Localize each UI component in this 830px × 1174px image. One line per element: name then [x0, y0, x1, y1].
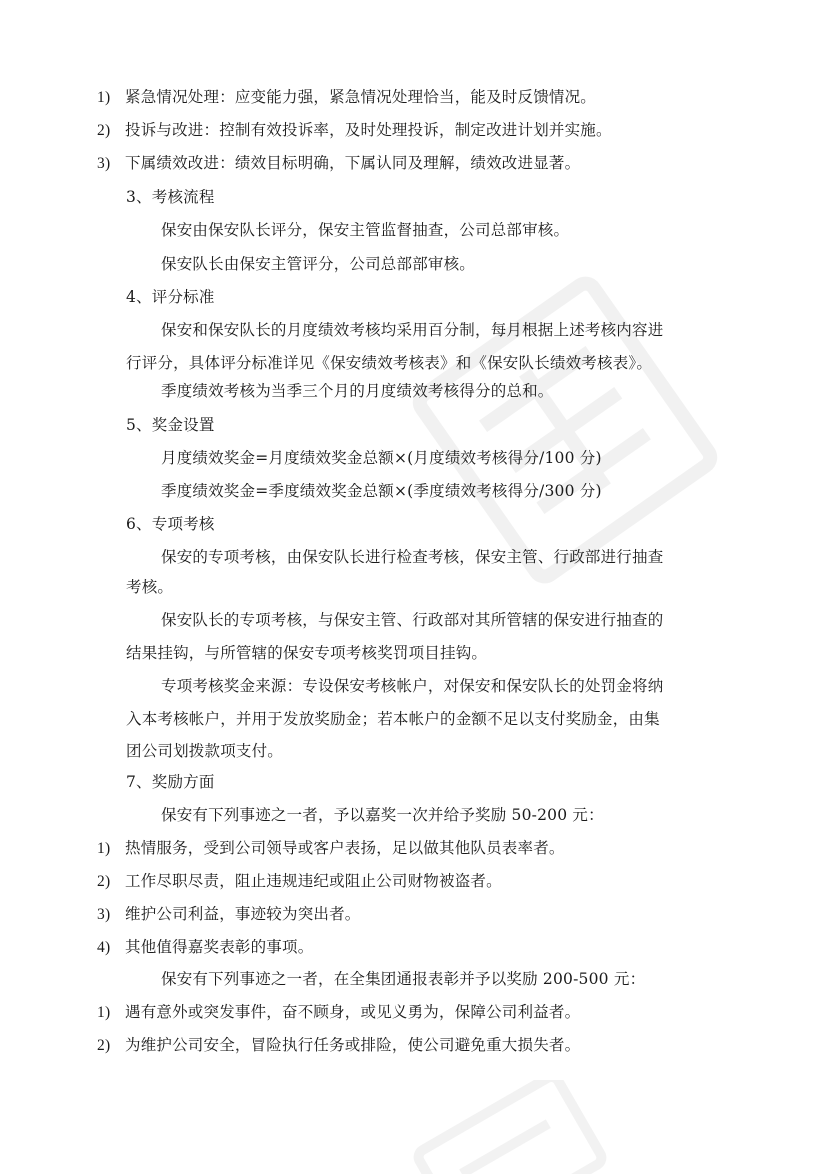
list-number: 1) — [97, 89, 111, 106]
paragraph: 保安的专项考核，由保安队长进行检查考核，保安主管、行政部进行抽查 — [161, 548, 664, 566]
formula-line: 季度绩效奖金=季度绩效奖金总额×(季度绩效考核得分/300 分) — [161, 482, 602, 500]
list-number: 2) — [97, 1037, 111, 1054]
list-text: 工作尽职尽责，阻止违规违纪或阻止公司财物被盗者。 — [125, 872, 502, 890]
list-item — [97, 1001, 580, 1024]
list-number: 4) — [97, 939, 111, 956]
list-text: 为维护公司安全，冒险执行任务或排险，使公司避免重大损失者。 — [125, 1036, 581, 1054]
section-heading: 6、专项考核 — [126, 515, 215, 533]
watermark-logo-bottom — [380, 1080, 620, 1174]
list-text: 投诉与改进：控制有效投诉率，及时处理投诉，制定改进计划并实施。 — [125, 121, 612, 139]
list-item — [97, 86, 596, 109]
paragraph: 保安有下列事迹之一者，在全集团通报表彰并予以奖励 200-500 元： — [161, 970, 646, 988]
paragraph: 保安队长由保安主管评分，公司总部部审核。 — [161, 255, 476, 273]
paragraph-continuation: 结果挂钩，与所管辖的保安专项考核奖罚项目挂钩。 — [126, 644, 488, 662]
list-text: 维护公司利益，事迹较为突出者。 — [125, 905, 361, 923]
list-item — [97, 152, 580, 175]
paragraph-continuation: 考核。 — [126, 578, 174, 596]
formula-line: 月度绩效奖金=月度绩效奖金总额×(月度绩效考核得分/100 分) — [161, 449, 602, 467]
list-text: 紧急情况处理：应变能力强，紧急情况处理恰当，能及时反馈情况。 — [125, 88, 597, 106]
paragraph: 保安有下列事迹之一者，予以嘉奖一次并给予奖励 50-200 元： — [161, 806, 604, 824]
list-text: 遇有意外或突发事件，奋不顾身，或见义勇为，保障公司利益者。 — [125, 1003, 581, 1021]
list-item — [97, 870, 502, 893]
section-heading: 4、评分标准 — [126, 288, 215, 306]
paragraph-continuation: 团公司划拨款项支付。 — [126, 742, 284, 760]
list-text: 其他值得嘉奖表彰的事项。 — [125, 938, 314, 956]
list-number: 3) — [97, 906, 111, 923]
paragraph: 季度绩效考核为当季三个月的月度绩效考核得分的总和。 — [161, 382, 554, 400]
paragraph: 专项考核奖金来源：专设保安考核帐户，对保安和保安队长的处罚金将纳 — [161, 677, 664, 695]
list-item — [97, 936, 313, 959]
paragraph-continuation: 入本考核帐户，并用于发放奖励金；若本帐户的金额不足以支付奖励金，由集 — [126, 710, 660, 728]
list-item — [97, 1034, 580, 1057]
section-heading: 7、奖励方面 — [126, 773, 215, 791]
list-number: 1) — [97, 1004, 111, 1021]
paragraph: 保安由保安队长评分，保安主管监督抽查，公司总部审核。 — [161, 221, 570, 239]
list-number: 1) — [97, 840, 111, 857]
paragraph-continuation: 行评分，具体评分标准详见《保安绩效考核表》和《保安队长绩效考核表》。 — [126, 354, 653, 372]
list-number: 3) — [97, 155, 111, 172]
paragraph: 保安和保安队长的月度绩效考核均采用百分制，每月根据上述考核内容进 — [161, 321, 664, 339]
list-text: 热情服务，受到公司领导或客户表扬，足以做其他队员表率者。 — [125, 839, 565, 857]
list-text: 下属绩效改进：绩效目标明确，下属认同及理解，绩效改进显著。 — [125, 154, 581, 172]
section-heading: 3、考核流程 — [126, 188, 215, 206]
section-heading: 5、奖金设置 — [126, 416, 215, 434]
list-item — [97, 903, 361, 926]
list-number: 2) — [97, 873, 111, 890]
list-number: 2) — [97, 122, 111, 139]
list-item — [97, 837, 565, 860]
list-item — [97, 119, 612, 142]
paragraph: 保安队长的专项考核，与保安主管、行政部对其所管辖的保安进行抽查的 — [161, 611, 664, 629]
